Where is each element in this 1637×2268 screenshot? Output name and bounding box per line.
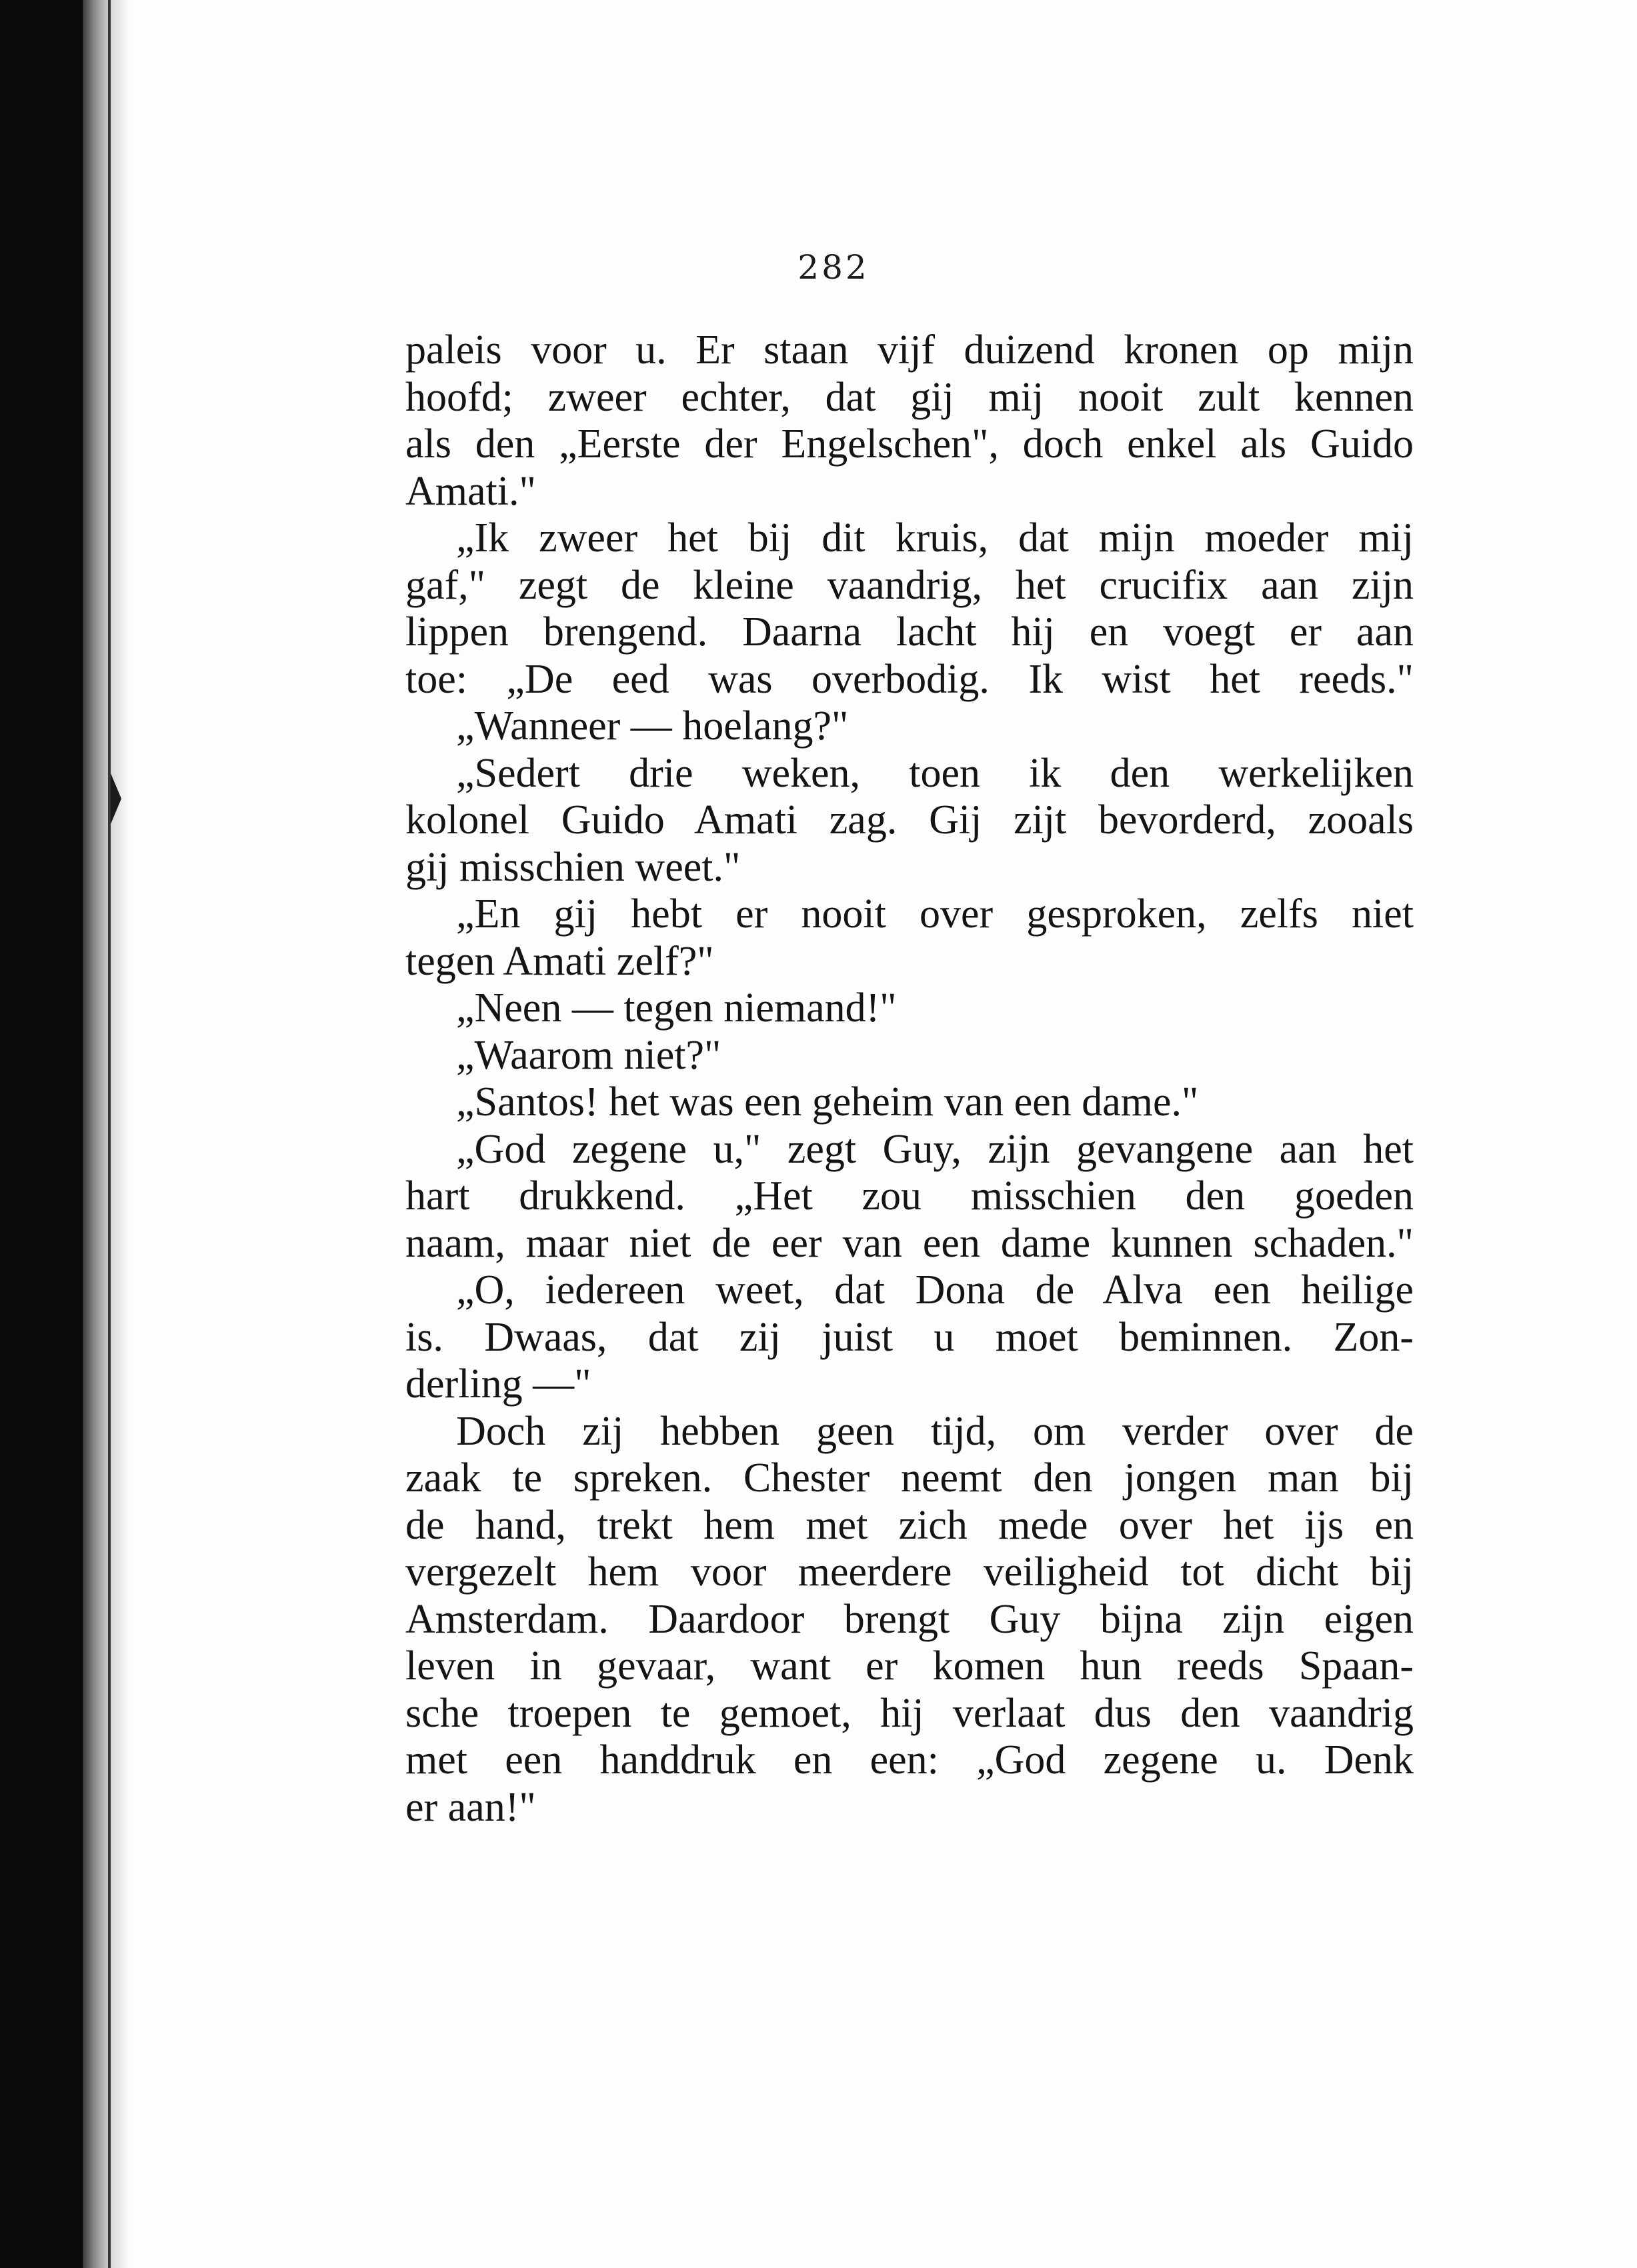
text-line: vergezelt hem voor meerdere veiligheid tot dicht bij bbox=[405, 1549, 1414, 1595]
text-line: als den „Eerste der Engelschen", doch enkel als Guido bbox=[405, 421, 1414, 467]
text-line: gaf," zegt de kleine vaandrig, het crucifix aan zijn bbox=[405, 562, 1414, 608]
binding-shadow bbox=[0, 0, 83, 2268]
text-line: sche troepen te gemoet, hij verlaat dus den vaandrig bbox=[405, 1690, 1414, 1736]
text-line: hart drukkend. „Het zou misschien den goeden bbox=[405, 1173, 1414, 1219]
text-line: met een handdruk en een: „God zegene u. Denk bbox=[405, 1737, 1414, 1783]
text-line: „Santos! het was een geheim van een dame." bbox=[456, 1079, 1199, 1125]
text-line: er aan!" bbox=[405, 1784, 536, 1830]
text-line: toe: „De eed was overbodig. Ik wist het reeds." bbox=[405, 656, 1414, 702]
body-text bbox=[405, 327, 1414, 1831]
page-number: 282 bbox=[797, 248, 870, 287]
page-edge-notch bbox=[111, 773, 121, 824]
text-line: hoofd; zweer echter, dat gij mij nooit zult kennen bbox=[405, 374, 1414, 420]
text-line: de hand, trekt hem met zich mede over het ijs en bbox=[405, 1502, 1414, 1548]
text-line: tegen Amati zelf?" bbox=[405, 938, 714, 984]
text-line: „Sedert drie weken, toen ik den werkelijken bbox=[456, 750, 1414, 796]
text-line: naam, maar niet de eer van een dame kunnen schaden." bbox=[405, 1220, 1414, 1266]
text-line: kolonel Guido Amati zag. Gij zijt bevorderd, zooals bbox=[405, 797, 1414, 843]
text-line: Doch zij hebben geen tijd, om verder over de bbox=[456, 1408, 1414, 1454]
text-line: „Waarom niet?" bbox=[456, 1032, 721, 1078]
text-line: paleis voor u. Er staan vijf duizend kronen op mijn bbox=[405, 327, 1414, 373]
text-line: leven in gevaar, want er komen hun reeds Spaan- bbox=[405, 1643, 1414, 1689]
text-line: „Ik zweer het bij dit kruis, dat mijn moeder mij bbox=[456, 515, 1414, 561]
binding-edge bbox=[83, 0, 129, 2268]
text-line: lippen brengend. Daarna lacht hij en voegt er aan bbox=[405, 609, 1414, 655]
text-line: „Wanneer — hoelang?" bbox=[456, 703, 849, 749]
text-line: Amsterdam. Daardoor brengt Guy bijna zijn eigen bbox=[405, 1596, 1414, 1642]
text-line: gij misschien weet." bbox=[405, 844, 741, 890]
text-line: derling —" bbox=[405, 1361, 591, 1407]
text-line: is. Dwaas, dat zij juist u moet beminnen. Zon- bbox=[405, 1314, 1414, 1360]
text-line: „God zegene u," zegt Guy, zijn gevangene aan het bbox=[456, 1126, 1414, 1172]
text-line: Amati." bbox=[405, 468, 536, 514]
text-line: zaak te spreken. Chester neemt den jongen man bij bbox=[405, 1455, 1414, 1501]
page-edge-line bbox=[108, 0, 111, 2268]
text-line: „En gij hebt er nooit over gesproken, zelfs niet bbox=[456, 891, 1414, 937]
text-line: „Neen — tegen niemand!" bbox=[456, 985, 897, 1031]
text-line: „O, iedereen weet, dat Dona de Alva een heilige bbox=[456, 1267, 1414, 1313]
